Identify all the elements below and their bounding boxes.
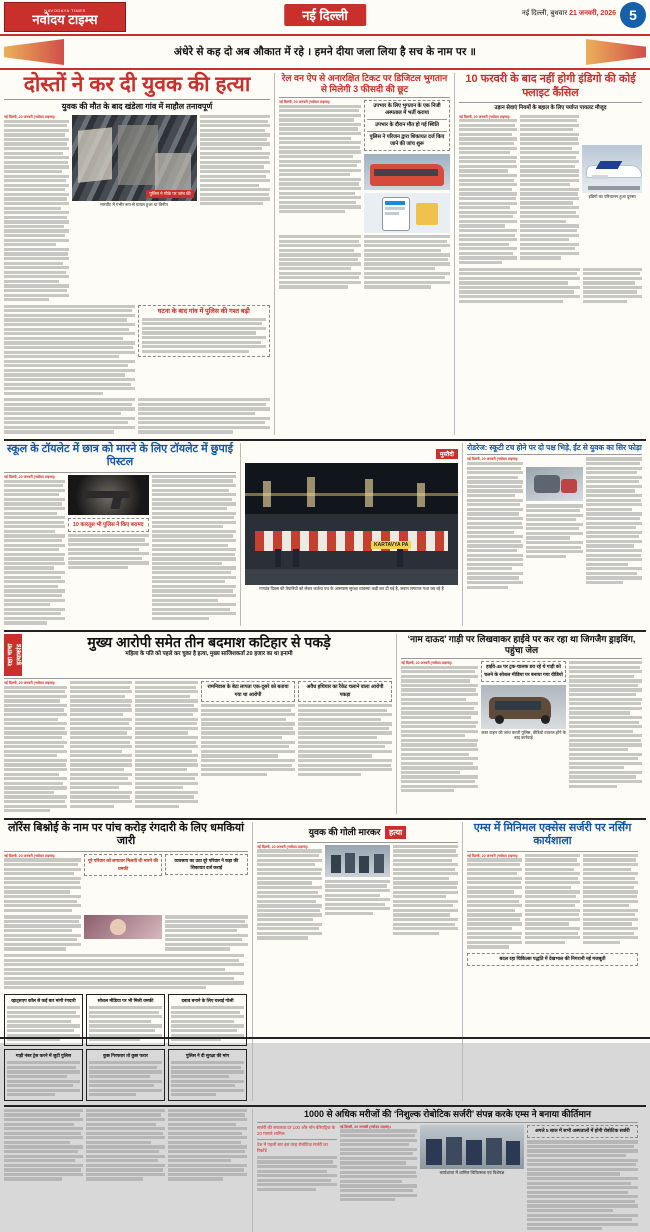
road-rage-text-1 xyxy=(467,462,523,589)
aiims-story xyxy=(462,822,638,1101)
road-rage-column-1 xyxy=(467,457,526,590)
lawrence-subbox-row-2 xyxy=(4,1049,248,1101)
katihar-text-3 xyxy=(135,681,198,808)
goli-photo-block xyxy=(325,845,393,941)
train-headline: रेल वन ऐप से अनारक्षित टिकट पर डिजिटल भुगतान से मिलेगी 3 फीसदी की छूट xyxy=(281,73,448,94)
logo-latin-name: NAVODAYA TIMES xyxy=(44,7,86,13)
lawrence-subbox-6-text xyxy=(171,1061,244,1096)
indigo-photo xyxy=(582,145,642,193)
train-visuals xyxy=(364,100,450,233)
katihar-text-1 xyxy=(4,686,67,813)
center-photo-banner: KARTAVYA PA xyxy=(371,541,411,549)
dateline-date: 21 जनवरी, 2026 xyxy=(569,10,616,17)
school-byline: नई दिल्ली, 20 जनवरी (नवोदय टाइम्स)। xyxy=(4,474,56,479)
bottom-left-column-3 xyxy=(168,1109,247,1182)
lead-column-6 xyxy=(135,398,270,435)
lead-column-4 xyxy=(4,305,135,397)
indigo-column-3 xyxy=(459,268,583,305)
aiims-headline: एम्स में मिनिमल एक्सेस सर्जरी पर नर्सिंग कार्यशाला xyxy=(473,821,632,848)
bottom-row xyxy=(4,1105,646,1232)
goli-headline: युवक की गोली मारकर xyxy=(308,826,381,837)
katihar-column-2 xyxy=(70,681,136,814)
lawrence-subbox-2-heading: सोशल मीडिया पर भी मिली धमकी xyxy=(97,997,154,1003)
lead-subhead: युवक की मौत के बाद खंडेला गांव में माहौल तनावपूर्ण xyxy=(61,102,213,111)
aiims-photo-caption: बदल रहा चिकित्सा पद्धति में देखभाल की निगरानी नई मजबूती xyxy=(499,956,606,962)
lawrence-subbox-6-heading: पुलिस ने दी सुरक्षा की मांग xyxy=(185,1052,230,1058)
lawrence-subbox-1-text xyxy=(7,1006,80,1041)
school-text-1 xyxy=(4,480,65,625)
dawood-headline: ‘नाम दाऊद’ गाड़ी पर लिखवाकर हाईवे पर कर रहा था जिगजैग ड्राइविंग, पहुंचा जेल xyxy=(407,634,636,655)
train-column-1 xyxy=(279,100,364,233)
road-rage-story xyxy=(462,443,642,626)
lead-photo-block xyxy=(69,115,200,303)
school-text-3 xyxy=(152,475,237,620)
train-text-3 xyxy=(364,235,450,289)
road-rage-photo xyxy=(526,467,582,501)
indigo-byline: नई दिल्ली, 20 जनवरी (नवोदय टाइम्स)। xyxy=(459,114,511,119)
lead-byline: नई दिल्ली, 20 जनवरी (नवोदय टाइम्स)। xyxy=(4,115,56,119)
robotic-surgery-story xyxy=(252,1109,638,1232)
robotic-text-2 xyxy=(340,1129,418,1201)
train-text-2 xyxy=(279,235,361,289)
lawrence-text-1 xyxy=(4,858,81,912)
dawood-column-1 xyxy=(401,661,481,794)
katihar-box-1 xyxy=(201,681,298,814)
train-byline: नई दिल्ली, 20 जनवरी (नवोदय टाइम्स)। xyxy=(279,100,331,104)
lawrence-caption-left: पूरे परिवार को लगातार मिलती थी मारने की धमकी xyxy=(87,857,159,871)
robotic-side-text xyxy=(527,1140,638,1230)
lawrence-column-2 xyxy=(4,915,84,952)
katihar-text-2 xyxy=(70,681,133,808)
lawrence-caption-left-block xyxy=(84,854,164,914)
slogan-band xyxy=(0,36,650,70)
lawrence-text-2 xyxy=(4,915,81,950)
train-photo xyxy=(364,154,450,190)
lead-text-5 xyxy=(4,398,135,433)
lead-column-5 xyxy=(4,398,135,435)
katihar-subhead: महिला के पति को पहले कर चुका है हत्या, मुख्य साजिशकर्ता 20 हजार का था इनामी xyxy=(125,651,293,657)
goli-column-1 xyxy=(257,845,325,941)
lawrence-caption-right: व्यवसाय का उठा दूरे परिवार ने कहा की शिकायत दर्ज कराई xyxy=(174,857,239,871)
goli-text-1 xyxy=(257,849,322,939)
goli-headline-red: हत्या xyxy=(385,826,406,839)
train-column-3 xyxy=(364,235,450,290)
indigo-subhead: उड़ान सेवाएं नियमों के बहाल के लिए पर्याप्त पायलट मौजूद xyxy=(494,105,607,111)
logo-hindi-name: नवोदय टाइम्स xyxy=(32,11,98,27)
lawrence-subbox-4-heading: गाड़ी नंबर ट्रेस करने में जुटी पुलिस xyxy=(15,1052,72,1058)
edition-city: नई दिल्ली xyxy=(284,4,366,26)
katihar-box2-text xyxy=(298,704,392,776)
robotic-photo xyxy=(420,1125,523,1169)
indigo-text-3 xyxy=(459,268,580,303)
lead-headline: दोस्तों ने कर दी युवक की हत्या xyxy=(23,73,251,96)
third-row xyxy=(4,630,646,814)
lead-text-6 xyxy=(138,398,270,433)
goli-text-2 xyxy=(325,880,390,915)
indigo-text-1 xyxy=(459,119,517,264)
train-bullet-1: उपभार के लिए भुगतान के एक निजी अस्पताल में भर्ती कराया xyxy=(373,103,441,116)
bottom-left-column-2 xyxy=(86,1109,168,1182)
lawrence-byline: नई दिल्ली, 20 जनवरी (नवोदय टाइम्स)। xyxy=(4,853,56,858)
lead-photo-caption-2: मारपीट में गंभीर रूप से घायल हुआ था विनीत xyxy=(100,202,168,207)
bottom-left-text-1 xyxy=(4,1109,83,1181)
goli-byline: नई दिल्ली, 20 जनवरी (नवोदय टाइम्स)। xyxy=(257,844,309,849)
train-bullet-3: पुलिस ने परिजन द्वारा शिकायत दर्ज किए जाने की जांच शुरू xyxy=(369,134,445,147)
aiims-column-3 xyxy=(583,854,638,950)
lead-photo xyxy=(72,115,197,201)
katihar-byline: नई दिल्ली, 20 जनवरी (नवोदय टाइम्स)। xyxy=(4,681,56,685)
goli-story xyxy=(252,822,462,1101)
page-number-badge: 5 xyxy=(620,2,646,28)
lead-text-3 xyxy=(200,115,270,205)
lead-column-1 xyxy=(4,115,69,303)
train-app-photo xyxy=(364,193,450,233)
school-column-1 xyxy=(4,475,68,626)
lawrence-story xyxy=(4,822,252,1101)
road-rage-byline: नई दिल्ली, 20 जनवरी (नवोदय टाइम्स)। xyxy=(467,457,519,462)
bottom-left-column-1 xyxy=(4,1109,86,1182)
indigo-column-1 xyxy=(459,115,520,266)
robotic-photo-block xyxy=(420,1125,526,1232)
katihar-headline: मुख्य आरोपी समेत तीन बदमाश कटिहार से पकड़े xyxy=(87,634,331,650)
robotic-column-2 xyxy=(340,1125,421,1232)
page-content xyxy=(0,73,650,1232)
school-column-3 xyxy=(152,475,237,626)
road-rage-text-2 xyxy=(526,504,582,558)
indigo-column-4 xyxy=(583,268,642,305)
aiims-text-2 xyxy=(525,854,580,944)
train-bullet-2: उपभार के दौरान मौत हो गई स्थिति xyxy=(375,122,439,128)
road-rage-photo-block xyxy=(526,457,585,590)
indigo-text-2 xyxy=(520,115,580,260)
indigo-photo-block xyxy=(582,115,642,266)
road-rage-headline: रोडरेज: स्कूटी टच होने पर दो पक्ष भिड़े, ईंट से युवक का सिर फोड़ा xyxy=(467,442,642,452)
katihar-box1-heading: रामनिवास के बेटा लापता एक-दूसरे को बताया गया था आरोपी xyxy=(207,684,289,698)
lead-box-heading: घटना के बाद गांव में पुलिस की गश्त बढ़ी xyxy=(157,307,250,315)
lawrence-subbox-6 xyxy=(168,1049,247,1101)
road-rage-text-3 xyxy=(586,457,642,584)
aiims-text-3 xyxy=(583,854,638,944)
lawrence-subbox-5 xyxy=(86,1049,165,1101)
train-story xyxy=(274,73,454,435)
katihar-column-1 xyxy=(4,681,70,814)
road-rage-column-3 xyxy=(586,457,642,590)
robotic-bullet-1: सर्जरी की सफलता दर 100 और नॉन बेरिएट्रिक के 20 मामले शामिल xyxy=(257,1124,336,1136)
dawood-column-3 xyxy=(569,661,642,794)
lawrence-headline: लॉरेंस बिश्नोई के नाम पर पांच करोड़ रंगदारी के लिए धमकियां जारी xyxy=(8,821,244,848)
aiims-text-1 xyxy=(467,858,522,948)
top-row xyxy=(4,73,646,435)
aiims-column-2 xyxy=(525,854,583,950)
lawrence-subbox-4-text xyxy=(7,1061,80,1096)
lawrence-photo-block xyxy=(84,915,164,952)
lawrence-text-3 xyxy=(165,915,248,950)
bottom-left-filler xyxy=(4,1109,252,1232)
dawood-photo-caption: जब्त वाहन की जांच करती पुलिस, वीडियो वायरल होने के बाद कार्रवाई xyxy=(481,730,566,741)
lead-column-3 xyxy=(200,115,270,303)
fourth-row xyxy=(4,818,646,1101)
dawood-byline: नई दिल्ली, 20 जनवरी (नवोदय टाइम्स)। xyxy=(401,661,453,665)
goli-photo xyxy=(325,845,390,877)
masthead xyxy=(0,0,650,36)
goli-text-3 xyxy=(393,845,458,935)
robotic-headline: 1000 से अधिक मरीजों की ‘निशुल्क रोबोटिक सर्जरी’ संपन्न करके एम्स ने बनाया कीर्तिमान xyxy=(303,1108,592,1119)
indigo-column-2 xyxy=(520,115,583,266)
dateline-text: नई दिल्ली, बुधवार xyxy=(521,10,568,17)
lawrence-portrait-photo xyxy=(84,915,161,939)
goli-column-3 xyxy=(393,845,458,941)
robotic-sidebar xyxy=(527,1125,638,1232)
school-story xyxy=(4,443,240,626)
dawood-photo-block xyxy=(481,661,569,794)
katihar-box-2 xyxy=(298,681,392,814)
dawood-text-3 xyxy=(569,661,642,788)
bottom-rule xyxy=(0,1037,650,1039)
lawrence-column-1 xyxy=(4,854,84,914)
school-text-2 xyxy=(68,534,149,569)
lead-text-1 xyxy=(4,120,69,302)
train-text-1 xyxy=(279,105,361,213)
lead-photo-caption: पुलिस ने मौके पर जांच की xyxy=(146,190,193,198)
lead-sidebox xyxy=(135,305,270,397)
center-photo-caption: गणतंत्र दिवस की तैयारियों को लेकर कर्तव्य पथ के आसपास सुरक्षा व्यवस्था कड़ी कर दी गई है, जवान लगातार गश्त कर रहे हैं xyxy=(259,585,444,591)
katihar-box1-text xyxy=(201,704,295,776)
katihar-box2-heading: अवैध हथियार का रैकेट चलाने वाला आरोपी पकड़ा xyxy=(306,684,384,698)
lawrence-column-4 xyxy=(4,954,244,991)
katihar-story xyxy=(4,634,396,814)
lead-text-4 xyxy=(4,305,135,395)
dawood-subhead: हाईवे-48 पर ट्रक-चालक डरा रहे थे गाड़ी को चलने के सोशल मीडिया पर बनाया गया वीडियो xyxy=(484,665,563,678)
aiims-column-1 xyxy=(467,854,525,950)
masthead-dateline xyxy=(522,9,616,18)
lawrence-subbox-3-heading: दबाव बनाने के लिए चलाई गोली xyxy=(181,997,234,1003)
center-photo-block xyxy=(240,443,462,626)
lawrence-caption-right-block xyxy=(165,854,248,914)
lawrence-subbox-1-heading: व्हाट्सएप कॉल से कई बार मांगी रंगदारी xyxy=(11,997,76,1003)
bottom-left-text-3 xyxy=(168,1109,247,1181)
ornament-right-icon xyxy=(586,39,646,65)
robotic-photo-caption: कार्यशाला में शामिल चिकित्सक एवं विशेषज्ञ xyxy=(439,1169,505,1175)
lead-box-text xyxy=(142,318,266,353)
school-box-heading: 10 कारतूस भी पुलिस ने किए बरामद xyxy=(72,521,144,528)
second-row xyxy=(4,439,646,626)
train-column-2 xyxy=(279,235,364,290)
school-photo-block xyxy=(68,475,152,626)
aiims-byline: नई दिल्ली, 20 जनवरी (नवोदय टाइम्स)। xyxy=(467,853,519,858)
bottom-left-text-2 xyxy=(86,1109,165,1181)
lawrence-subbox-2-text xyxy=(89,1006,162,1041)
lawrence-subbox-4 xyxy=(4,1049,83,1101)
lawrence-subbox-5-heading: कुछ गिरफ्तार तो कुछ फरार xyxy=(103,1052,148,1058)
indigo-headline: 10 फरवरी के बाद नहीं होगी इंडिगो की कोई फ्लाइट कैंसिल xyxy=(465,73,636,99)
center-photo-badge: मुस्तैदी xyxy=(436,449,458,459)
dawood-story xyxy=(396,634,642,814)
ornament-left-icon xyxy=(4,39,64,65)
lawrence-subbox-5-text xyxy=(89,1061,162,1096)
robotic-side-heading: अगले 5 साल में सभी अस्पतालों में होगी रोबोटिक सर्जरी xyxy=(534,1128,630,1134)
indigo-story xyxy=(454,73,642,435)
school-pistol-photo xyxy=(68,475,149,515)
school-headline: स्कूल के टॉयलेट में छात्र को मारने के लिए टॉयलेट में छुपाई पिस्टल xyxy=(7,442,233,469)
lawrence-text-4 xyxy=(4,954,244,989)
lead-story xyxy=(4,73,274,435)
lawrence-subbox-3-text xyxy=(171,1006,244,1041)
dawood-text-1 xyxy=(401,666,478,793)
katihar-tag: रक्षा चाचा हत्याकांड xyxy=(4,634,22,676)
slogan-text: अंधेरे से कह दो अब औकात में रहे । हमने दीया जला लिया है सच के नाम पर ॥ xyxy=(173,46,477,58)
robotic-text-1 xyxy=(257,1156,337,1191)
robotic-byline: नई दिल्ली, 20 जनवरी (नवोदय टाइम्स)। xyxy=(339,1124,391,1129)
dawood-photo xyxy=(481,685,566,729)
robotic-bullet-2: देश में पहली बार इस तरह रोबोटिक सर्जरी का रिकॉर्ड xyxy=(257,1141,328,1153)
center-photo xyxy=(245,463,458,585)
indigo-photo-caption: इंडिगो का परिचालन हुआ दुरुस्त xyxy=(588,193,636,199)
lawrence-column-3 xyxy=(165,915,248,952)
katihar-column-3 xyxy=(135,681,201,814)
indigo-text-4 xyxy=(583,268,642,303)
robotic-bullets xyxy=(257,1125,340,1232)
publication-logo xyxy=(4,2,126,32)
